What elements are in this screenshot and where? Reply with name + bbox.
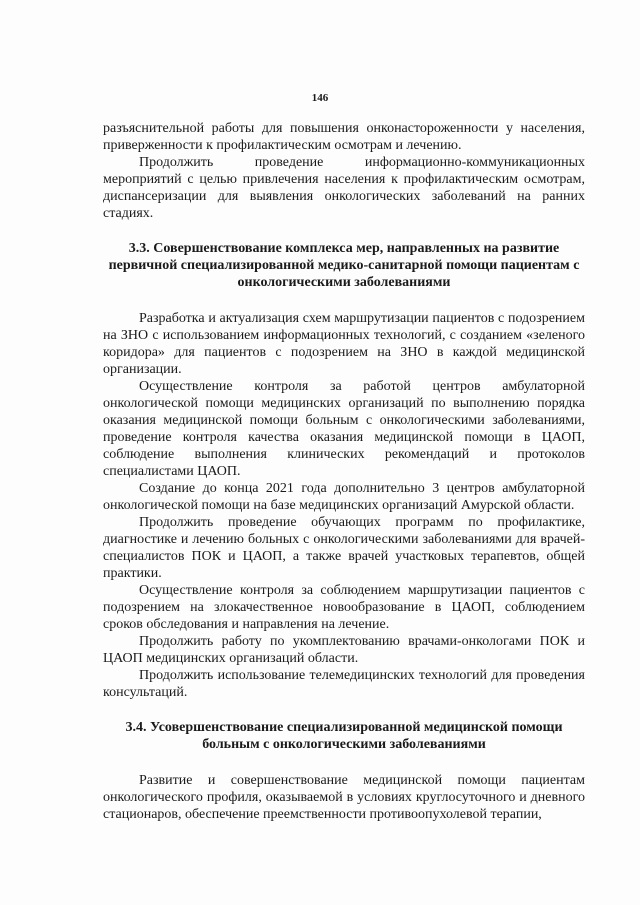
section-3-3-paragraph-6: Продолжить работу по укомплектованию врачами-онкологами ПОК и ЦАОП медицинских организаций области.: [103, 634, 585, 666]
section-3-3-paragraph-2: Осуществление контроля за работой центров амбулаторной онкологической помощи медицинских организаций по выполнению порядка оказания медицинской помощи больным с онкологическими заболеваниями, проведение контроля качества оказания медицинской помощи в ЦАОП, соблюдение выполнения клинических рекомендаций и протоколов специалистами ЦАОП.: [103, 379, 585, 479]
section-3-3-heading: 3.3. Совершенствование комплекса мер, направленных на развитие первичной специализированной медико-санитарной помощи пациентам с онкологическими заболеваниями: [108, 241, 580, 290]
section-3-3-paragraph-1: Разработка и актуализация схем маршрутизации пациентов с подозрением на ЗНО с использованием информационных технологий, с созданием «зеленого коридора» для пациентов с подозрением на ЗНО в каждой медицинской организации.: [103, 311, 585, 377]
section-3-4-heading: 3.4. Усовершенствование специализированной медицинской помощи больным с онкологическими заболеваниями: [125, 720, 563, 752]
page-number: 146: [311, 92, 329, 104]
section-3-3-paragraph-7: Продолжить использование телемедицинских технологий для проведения консультаций.: [103, 668, 585, 700]
section-3-3-paragraph-4: Продолжить проведение обучающих программ по профилактике, диагностике и лечению больных с онкологическими заболеваниями для врачей-специалистов ПОК и ЦАОП, а также врачей участковых терапевтов, общей практики.: [103, 515, 585, 581]
intro-paragraph-2: Продолжить проведение информационно-коммуникационных мероприятий с целью привлечения населения к профилактическим осмотрам, диспансеризации для выявления онкологических заболеваний на ранних стадиях.: [103, 155, 585, 221]
intro-paragraph-1: разъяснительной работы для повышения онконастороженности у населения, приверженности к профилактическим осмотрам и лечению.: [103, 121, 585, 153]
section-3-3-paragraph-5: Осуществление контроля за соблюдением маршрутизации пациентов с подозрением на злокачественное новообразование в ЦАОП, соблюдением сроков обследования и направления на лечение.: [103, 583, 585, 632]
page-content: [103, 120, 585, 823]
section-3-4-paragraph-1: Развитие и совершенствование медицинской помощи пациентам онкологического профиля, оказываемой в условиях круглосуточного и дневного стационаров, обеспечение преемственности противоопухолевой терапии,: [103, 773, 585, 822]
section-3-3-paragraph-3: Создание до конца 2021 года дополнительно 3 центров амбулаторной онкологической помощи на базе медицинских организаций Амурской области.: [103, 481, 585, 513]
